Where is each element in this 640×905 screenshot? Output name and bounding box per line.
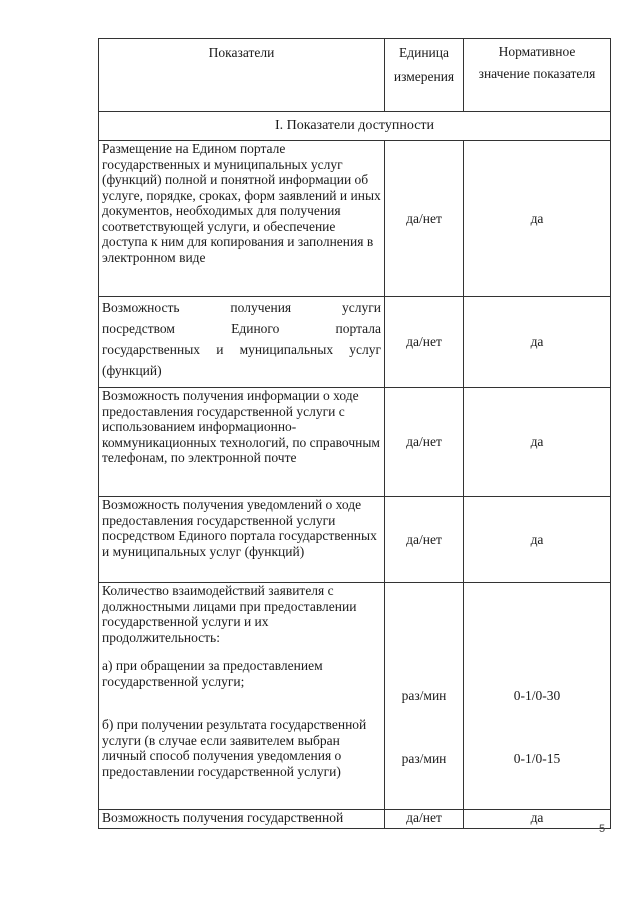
unit-cell: да/нет [385,810,464,829]
unit-cell: раз/мин [385,583,464,710]
indicator-line: Возможность получения услуги [102,300,381,315]
indicator-cell: б) при получении результата государственной услуги (в случае если заявителем выбран личный способ получения уведомления о предоставлении государственной услуги) [99,709,385,810]
table-row [99,583,611,710]
table-row [99,297,611,388]
value-cell: да [464,141,611,297]
indicator-line: государственных и муниципальных услуг [102,342,381,357]
indicator-line: посредством Единого портала [102,321,381,336]
indicator-line: (функций) [102,363,162,378]
value-cell: да [464,497,611,583]
indicator-cell: Возможность получения государственной [99,810,385,829]
indicators-table [98,38,611,829]
table-row [99,709,611,810]
value-cell: да [464,388,611,497]
value-cell: 0-1/0-15 [464,709,611,810]
indicator-subitem-a: а) при обращении за предоставлением государственной услуги; [102,658,323,689]
indicator-text: Количество взаимодействий заявителя с должностными лицами при предоставлении государственной услуги и их продолжительность: [102,583,357,645]
table-header-row [99,39,611,112]
indicator-cell: Размещение на Едином портале государственных и муниципальных услуг (функций) полной и понятной информации об услуге, порядке, сроках, форм заявлений и иных документов, необходимых для получения соответствующей услуги, и обеспечение доступа к ним для копирования и заполнения в электронном виде [99,141,385,297]
indicator-cell [99,583,385,710]
unit-cell: раз/мин [385,709,464,810]
unit-cell: да/нет [385,388,464,497]
header-indicators: Показатели [99,39,385,112]
unit-cell: да/нет [385,497,464,583]
section-title: I. Показатели доступности [99,112,611,141]
section-row [99,112,611,141]
unit-cell: да/нет [385,141,464,297]
value-cell: да [464,297,611,388]
table-row [99,141,611,297]
value-cell: 0-1/0-30 [464,583,611,710]
header-unit: Единица измерения [385,39,464,112]
indicator-cell: Возможность получения уведомлений о ходе предоставления государственной услуги посредством Единого портала государственных и муниципальных услуг (функций) [99,497,385,583]
table-row [99,497,611,583]
value-cell: да [464,810,611,829]
table-row [99,810,611,829]
indicator-cell: Возможность получения информации о ходе предоставления государственной услуги с использованием информационно-коммуникационных технологий, по справочным телефонам, по электронной почте [99,388,385,497]
page-number: 5 [599,823,606,835]
table-row [99,388,611,497]
unit-cell: да/нет [385,297,464,388]
header-norm-value: Нормативное значение показателя [464,39,611,112]
indicator-cell [99,297,385,388]
